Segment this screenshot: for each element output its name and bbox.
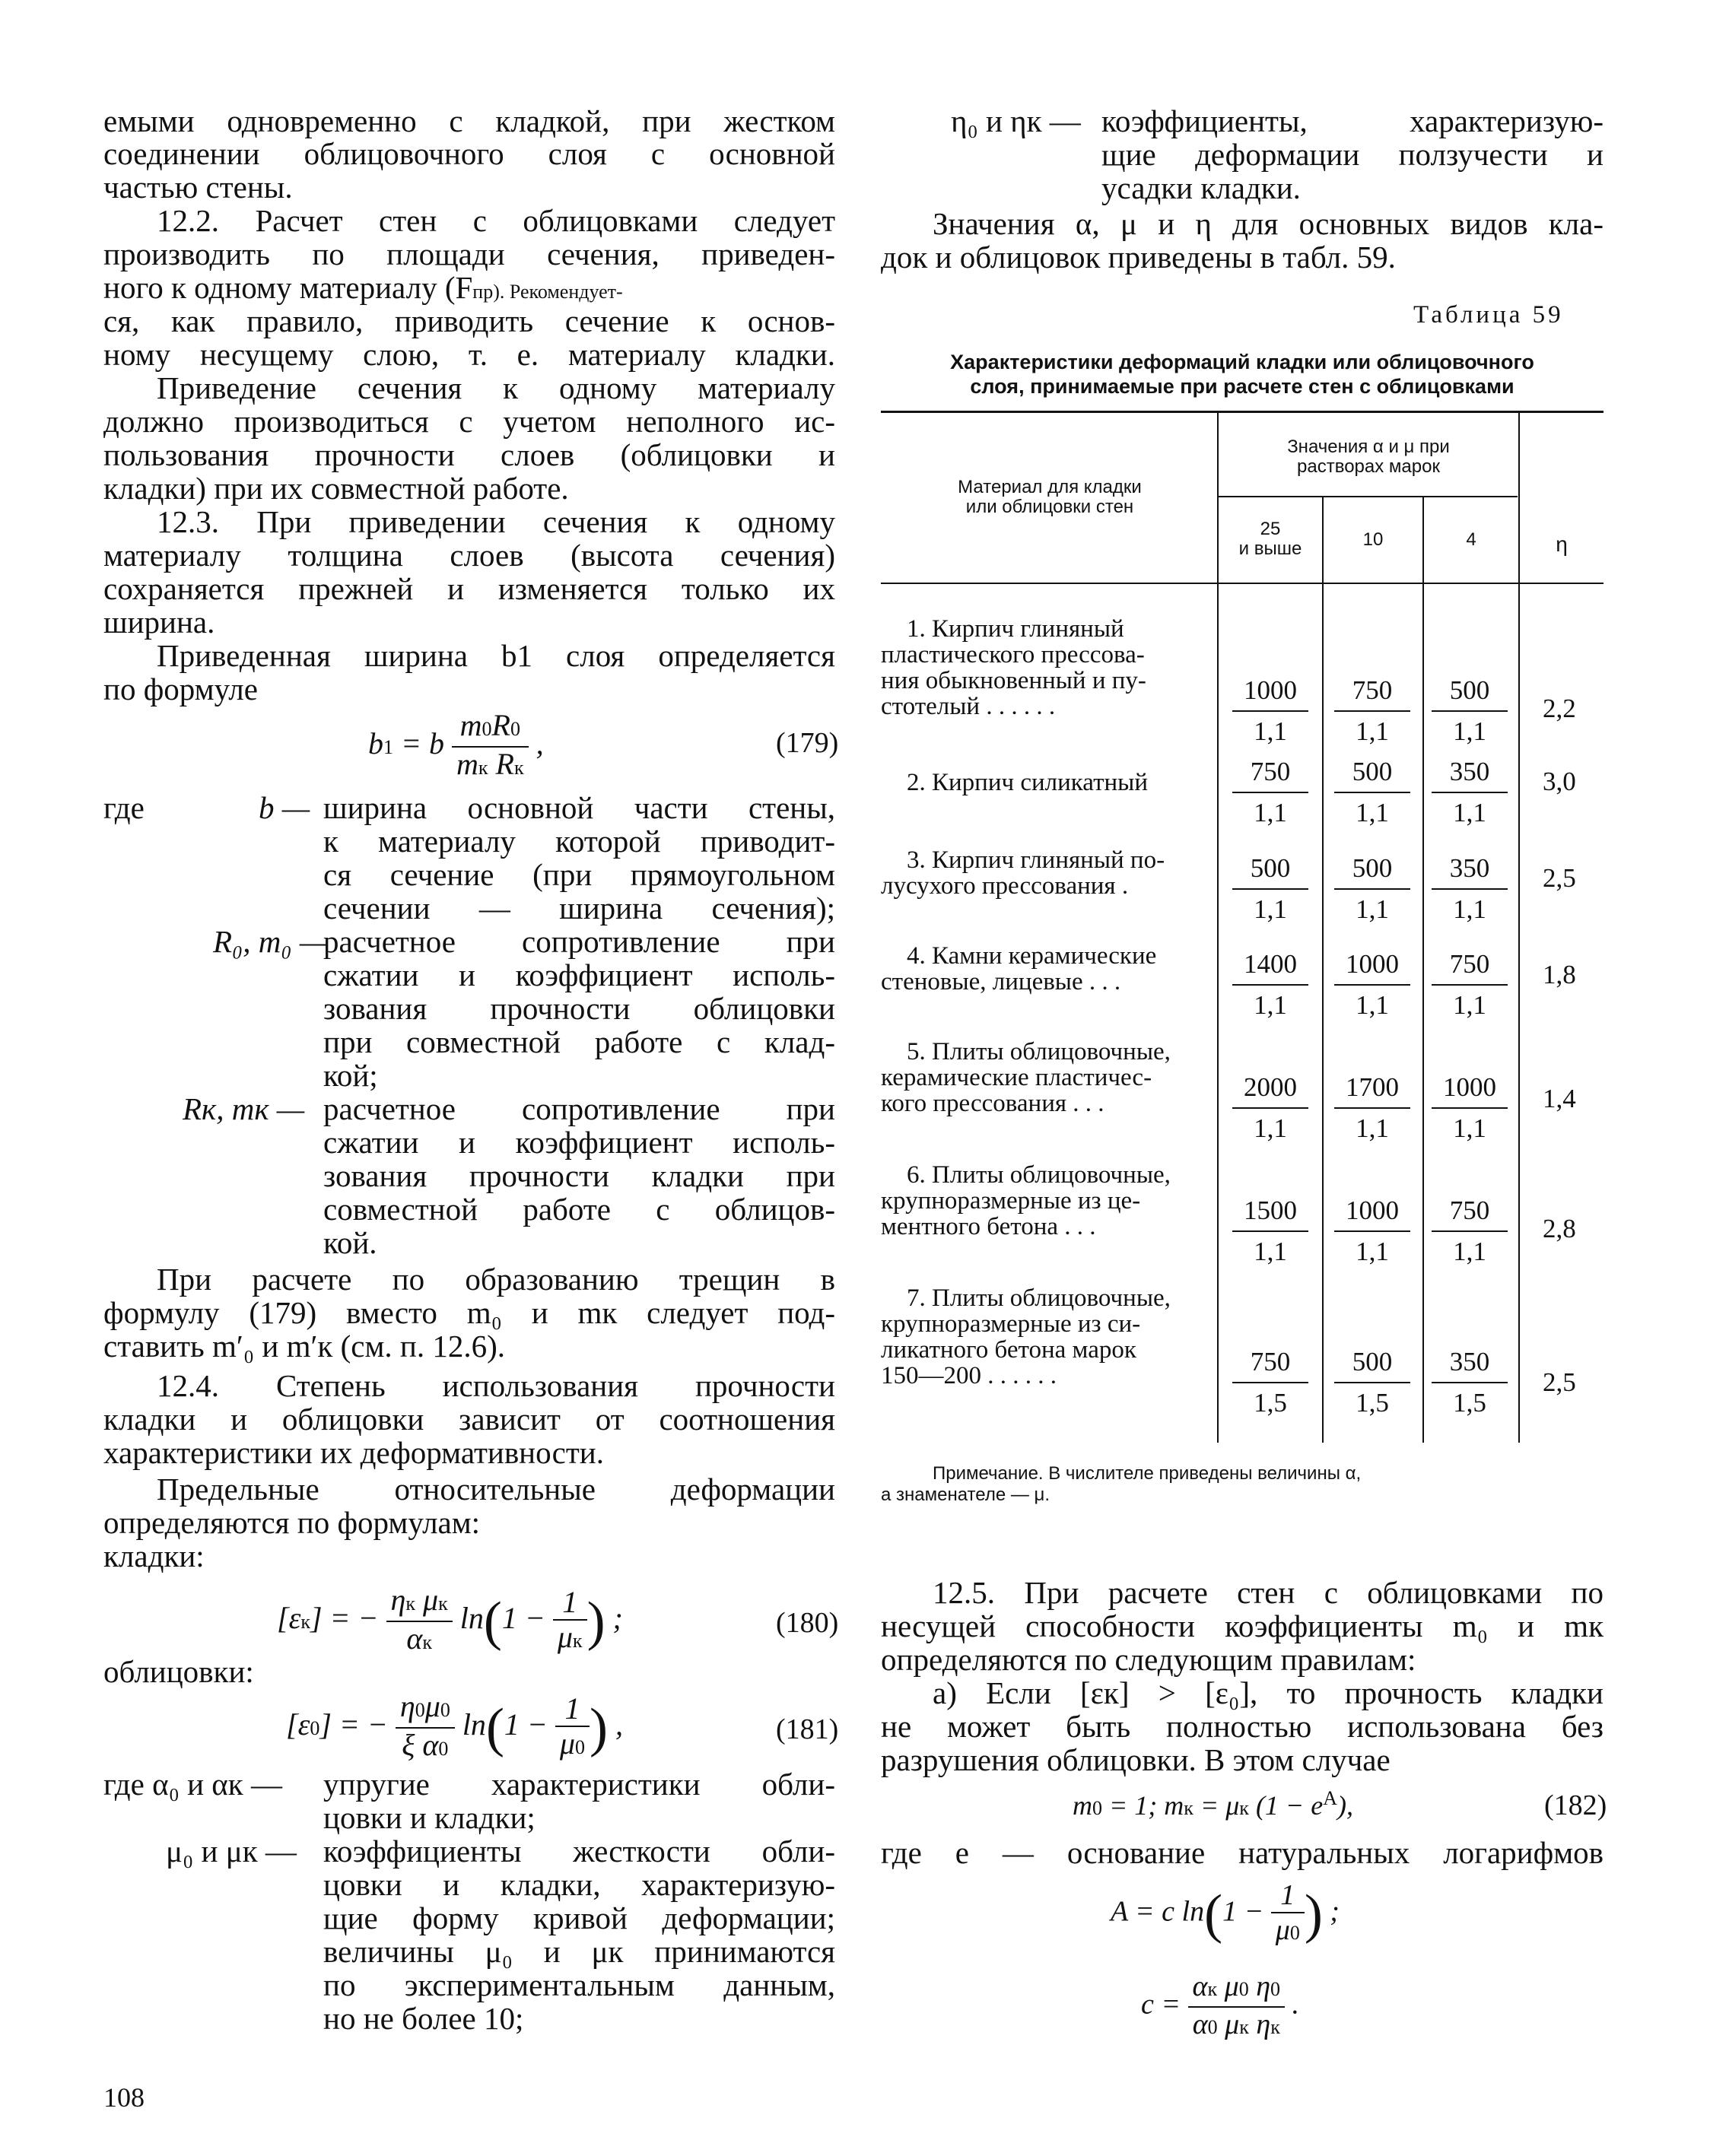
row6-mu-4: 1,1 — [1453, 1237, 1486, 1266]
row2-alpha-4: 350 — [1449, 757, 1490, 786]
row7-eta: 2,5 — [1543, 1367, 1576, 1397]
row5-eta: 1,4 — [1543, 1084, 1576, 1113]
row5-fracline-25 — [1232, 1107, 1308, 1109]
row3-alpha-4: 350 — [1449, 853, 1490, 883]
th-eta: η — [1556, 532, 1568, 556]
p125-line-2: несущей способности коэффициенты m₀ и mк — [881, 1608, 1604, 1643]
row1-material-1: 1. Кирпич глиняный — [907, 615, 1124, 643]
row5-fracline-10 — [1334, 1107, 1410, 1109]
th-25-2: и выше — [1238, 538, 1302, 559]
def-Rk-line-4: совместной работе с облицов- — [323, 1192, 835, 1227]
p-crack-line-1: При расчете по образованию трещин в — [157, 1262, 835, 1297]
row7-mu-25: 1,5 — [1254, 1388, 1287, 1418]
row1-mu-10: 1,1 — [1356, 716, 1389, 746]
def-Rk-symbol: Rк, mк — — [183, 1091, 305, 1126]
p123-line-3: сохраняется прежней и изменяется только их — [103, 571, 835, 606]
p122-line-1: 12.2. Расчет стен с облицовками следует — [157, 203, 835, 238]
row1-eta: 2,2 — [1543, 694, 1576, 723]
row7-material-3: ликатного бетона марок — [881, 1336, 1136, 1364]
def-mu-line-6: но не более 10; — [323, 2001, 524, 2036]
intro-line-2: соединении облицовочного слоя с основной — [103, 136, 835, 171]
p-crack-line-3: ставить m′₀ и m′к (см. п. 12.6). — [103, 1329, 505, 1364]
row4-fracline-25 — [1232, 984, 1308, 986]
p124-line-2: кладки и облицовки зависит от соотношения — [103, 1402, 835, 1437]
page-number: 108 — [103, 2082, 145, 2113]
p-width-line-1: Приведенная ширина b1 слоя определяется — [157, 638, 835, 673]
row5-mu-4: 1,1 — [1453, 1113, 1486, 1143]
p-values-line-2: док и облицовок приведены в табл. 59. — [881, 240, 1396, 275]
intro-line-3: частью стены. — [103, 170, 293, 205]
eq-number-182: (182) — [1544, 1789, 1607, 1821]
p-red-line-1: Приведение сечения к одному материалу — [157, 370, 835, 405]
pa-line-3: разрушения облицовки. В этом случае — [881, 1742, 1391, 1777]
row7-alpha-4: 350 — [1449, 1347, 1490, 1376]
intro-line-1: емыми одновременно с кладкой, при жестком — [103, 103, 835, 138]
row7-fracline-10 — [1334, 1382, 1410, 1383]
row2-eta: 3,0 — [1543, 767, 1576, 796]
row6-material-2: крупноразмерные из це- — [881, 1187, 1141, 1215]
row5-material-1: 5. Плиты облицовочные, — [907, 1038, 1171, 1065]
p-lim-line-3: кладки: — [103, 1538, 205, 1573]
row5-alpha-10: 1700 — [1346, 1072, 1399, 1102]
row6-fracline-4 — [1432, 1230, 1508, 1232]
formula-182: m0 = 1; mк = μк $(1 - e^A)$, — [1073, 1787, 1353, 1821]
def-alpha-symbol: где α₀ и αк — — [103, 1767, 282, 1802]
row5-mu-25: 1,1 — [1254, 1113, 1287, 1143]
row3-fracline-25 — [1232, 888, 1308, 890]
row4-fracline-10 — [1334, 984, 1410, 986]
def-mu-line-1: коэффициенты жесткости обли- — [323, 1834, 835, 1869]
def-Rk-line-2: сжатии и коэффициент исполь- — [323, 1125, 835, 1160]
row5-alpha-4: 1000 — [1443, 1072, 1496, 1102]
row7-alpha-25: 750 — [1250, 1347, 1291, 1376]
row7-material-1: 7. Плиты облицовочные, — [907, 1284, 1171, 1312]
row5-material-2: керамические пластичес- — [881, 1064, 1152, 1091]
row3-fracline-10 — [1334, 888, 1410, 890]
th-values-1: Значения α и μ при — [1287, 437, 1450, 457]
row4-alpha-10: 1000 — [1346, 949, 1399, 979]
def-mu-line-2: цовки и кладки, характеризую- — [323, 1867, 835, 1902]
row3-mu-25: 1,1 — [1254, 894, 1287, 924]
row1-fracline-10 — [1334, 710, 1410, 712]
row3-mu-10: 1,1 — [1356, 894, 1389, 924]
th-10: 10 — [1362, 529, 1384, 550]
p123-line-2: материалу толщина слоев (высота сечения) — [103, 538, 835, 573]
row7-fracline-4 — [1432, 1382, 1508, 1383]
th-material-2: или облицовки стен — [965, 497, 1134, 517]
def-R0-line-4: при совместной работе с клад- — [323, 1024, 835, 1059]
row2-mu-25: 1,1 — [1254, 798, 1287, 827]
row7-alpha-10: 500 — [1352, 1347, 1393, 1376]
row1-material-4: стотелый . . . . . . — [881, 693, 1056, 720]
row5-material-3: кого прессования . . . — [881, 1090, 1105, 1117]
oblic-label: облицовки: — [103, 1654, 254, 1689]
formula-179: b1 = b $\frac{m0R0}{\text{mк Rк}}$ , — [368, 708, 544, 781]
row6-mu-10: 1,1 — [1356, 1237, 1389, 1266]
def-alpha-line-2: цовки и кладки; — [323, 1800, 536, 1835]
p-width-line-2: по формуле — [103, 672, 258, 706]
row2-alpha-10: 500 — [1352, 757, 1393, 786]
def-eta-line-3: усадки кладки. — [1101, 170, 1301, 205]
row6-fracline-10 — [1334, 1230, 1410, 1232]
table-caption-2: слоя, принимаемые при расчете стен с облицовками — [970, 375, 1515, 398]
formula-c: c = $\frac{\text{αк μ0 η0}}{\text{α0 μк ηк}}$ . — [1141, 1970, 1300, 2040]
row2-fracline-25 — [1232, 792, 1308, 793]
row4-material-2: стеновые, лицевые . . . — [881, 968, 1121, 995]
table-note-2: а знаменателе — μ. — [881, 1484, 1050, 1505]
p122-line-5: ному несущему слою, т. е. материалу кладки. — [103, 337, 835, 372]
row6-alpha-4: 750 — [1449, 1195, 1490, 1225]
where-e-line: где e — основание натуральных логарифмов — [881, 1835, 1604, 1870]
def-b-line-3: ся сечение (при прямоугольном — [323, 857, 835, 892]
row1-material-2: пластического прессова- — [881, 641, 1145, 668]
table-vline-2 — [1322, 497, 1324, 1443]
table-caption-1: Характеристики деформаций кладки или облицовочного — [950, 351, 1534, 373]
row7-material-2: крупноразмерные из си- — [881, 1310, 1141, 1338]
table-vline-4 — [1518, 412, 1520, 1443]
table-subheader-rule — [1217, 496, 1518, 497]
row4-fracline-4 — [1432, 984, 1508, 986]
row4-alpha-4: 750 — [1449, 949, 1490, 979]
th-values-2: растворах марок — [1297, 456, 1440, 477]
row1-fracline-4 — [1432, 710, 1508, 712]
row6-mu-25: 1,1 — [1254, 1237, 1287, 1266]
def-R0-symbol: R₀, m₀ — — [213, 924, 328, 959]
row2-alpha-25: 750 — [1250, 757, 1291, 786]
p-red-line-2: должно производиться с учетом неполного ис- — [103, 404, 835, 439]
row7-fracline-25 — [1232, 1382, 1308, 1383]
th-material-1: Материал для кладки — [958, 477, 1142, 497]
row6-eta: 2,8 — [1543, 1214, 1576, 1243]
def-eta-symbol: η₀ и ηк — — [951, 103, 1081, 138]
p122-line-4: ся, как правило, приводить сечение к основ- — [103, 303, 835, 338]
row5-fracline-4 — [1432, 1107, 1508, 1109]
row2-mu-4: 1,1 — [1453, 798, 1486, 827]
def-mu-line-5: по экспериментальным данным, — [323, 1967, 835, 2002]
table-vline-3 — [1422, 497, 1424, 1443]
table-note-1: Примечание. В числителе приведены величины α, — [933, 1463, 1362, 1484]
pa-line-2: не может быть полностью использована без — [881, 1709, 1604, 1744]
row5-mu-10: 1,1 — [1356, 1113, 1389, 1143]
row4-eta: 1,8 — [1543, 960, 1576, 989]
def-b-line-4: сечении — ширина сечения); — [323, 891, 835, 926]
row3-material-2: лусухого прессования . — [881, 872, 1129, 900]
def-R0-line-5: кой; — [323, 1058, 378, 1093]
row4-mu-10: 1,1 — [1356, 990, 1389, 1020]
def-Rk-line-1: расчетное сопротивление при — [323, 1091, 835, 1126]
table-vline-1 — [1217, 412, 1219, 1443]
p-crack-line-2: формулу (179) вместо m₀ и mк следует под- — [103, 1295, 835, 1330]
p-red-line-4: кладки) при их совместной работе. — [103, 471, 569, 506]
def-mu-symbol: μ₀ и μк — — [166, 1834, 297, 1869]
row7-material-4: 150—200 . . . . . . — [881, 1362, 1057, 1389]
row1-mu-25: 1,1 — [1254, 716, 1287, 746]
def-b-line-1: ширина основной части стены, — [323, 790, 835, 825]
row6-alpha-10: 1000 — [1346, 1195, 1399, 1225]
p125-line-1: 12.5. При расчете стен с облицовками по — [933, 1575, 1604, 1610]
p125-line-3: определяются по следующим правилам: — [881, 1642, 1416, 1677]
def-alpha-line-1: упругие характеристики обли- — [323, 1767, 835, 1802]
def-eta-line-2: щие деформации ползучести и — [1101, 137, 1604, 172]
def-mu-line-4: величины μ₀ и μк принимаются — [323, 1934, 835, 1969]
p-values-line-1: Значения α, μ и η для основных видов кла- — [933, 206, 1604, 241]
p122-line-3: ного к одному материалу (Fпр). Рекомендует- — [103, 270, 623, 305]
row1-material-3: ния обыкновенный и пу- — [881, 667, 1146, 694]
formula-180: [εк] = − $\frac{\text{ηк μк}}{\alpha к}$ ln(1 − $\frac{1}{\mu к}$ ) ; — [277, 1583, 623, 1656]
row4-mu-4: 1,1 — [1453, 990, 1486, 1020]
table-header-rule — [881, 583, 1604, 584]
def-mu-line-3: щие форму кривой деформации; — [323, 1900, 835, 1935]
row1-mu-4: 1,1 — [1453, 716, 1486, 746]
th-4: 4 — [1466, 529, 1476, 550]
p123-line-1: 12.3. При приведении сечения к одному — [157, 504, 835, 539]
table-top-rule — [881, 411, 1604, 413]
def-R0-line-2: сжатии и коэффициент исполь- — [323, 957, 835, 992]
th-25-1: 25 — [1260, 519, 1281, 539]
row6-material-1: 6. Плиты облицовочные, — [907, 1161, 1171, 1189]
row2-fracline-10 — [1334, 792, 1410, 793]
def-R0-line-1: расчетное сопротивление при — [323, 924, 835, 959]
formula-A: A = c ln(1 − $\frac{1}{\mu 0}$ ) ; — [1111, 1879, 1340, 1946]
p124-line-3: характеристики их деформативности. — [103, 1435, 604, 1470]
row3-fracline-4 — [1432, 888, 1508, 890]
row7-mu-4: 1,5 — [1453, 1388, 1486, 1418]
row1-alpha-4: 500 — [1449, 675, 1490, 705]
def-Rk-line-3: зования прочности кладки при — [323, 1158, 835, 1193]
row1-alpha-25: 1000 — [1244, 675, 1297, 705]
row3-eta: 2,5 — [1543, 863, 1576, 893]
pa-line-1: а) Если [εк] > [ε₀], то прочность кладки — [933, 1675, 1604, 1710]
row5-alpha-25: 2000 — [1244, 1072, 1297, 1102]
def-eta-line-1: коэффициенты, характеризую- — [1101, 103, 1604, 138]
row6-material-3: ментного бетона . . . — [881, 1213, 1096, 1240]
eq-number-179: (179) — [776, 727, 839, 759]
p-red-line-3: пользования прочности слоев (облицовки и — [103, 437, 835, 472]
p-lim-line-1: Предельные относительные деформации — [157, 1472, 835, 1507]
def-b-symbol: b — — [259, 790, 310, 825]
row3-alpha-25: 500 — [1250, 853, 1291, 883]
p124-line-1: 12.4. Степень использования прочности — [157, 1368, 835, 1403]
row6-alpha-25: 1500 — [1244, 1195, 1297, 1225]
row7-mu-10: 1,5 — [1356, 1388, 1389, 1418]
eq-number-180: (180) — [776, 1607, 839, 1639]
row4-alpha-25: 1400 — [1244, 949, 1297, 979]
row2-mu-10: 1,1 — [1356, 798, 1389, 827]
row3-material-1: 3. Кирпич глиняный по- — [907, 846, 1165, 874]
row4-mu-25: 1,1 — [1254, 990, 1287, 1020]
p123-line-4: ширина. — [103, 605, 215, 640]
def-b-line-2: к материалу которой приводит- — [323, 824, 835, 859]
def-R0-line-3: зования прочности облицовки — [323, 991, 835, 1026]
row2-fracline-4 — [1432, 792, 1508, 793]
row1-fracline-25 — [1232, 710, 1308, 712]
row3-mu-4: 1,1 — [1453, 894, 1486, 924]
table-label: Таблица 59 — [1413, 301, 1564, 329]
row3-alpha-10: 500 — [1352, 853, 1393, 883]
where-label: где — [103, 790, 145, 825]
row1-alpha-10: 750 — [1352, 675, 1393, 705]
row4-material-1: 4. Камни керамические — [907, 942, 1157, 970]
row2-material-1: 2. Кирпич силикатный — [907, 769, 1149, 796]
def-Rk-line-5: кой. — [323, 1225, 377, 1260]
p122-line-2: производить по площади сечения, приведен- — [103, 237, 835, 271]
p-lim-line-2: определяются по формулам: — [103, 1505, 481, 1540]
row6-fracline-25 — [1232, 1230, 1308, 1232]
formula-181: [ε0] = − $\frac{\eta 0\mu 0}{\text{ξ α0}}$ ln(1 − $\frac{1}{\mu 0}$ ) , — [286, 1689, 623, 1762]
eq-number-181: (181) — [776, 1713, 839, 1745]
